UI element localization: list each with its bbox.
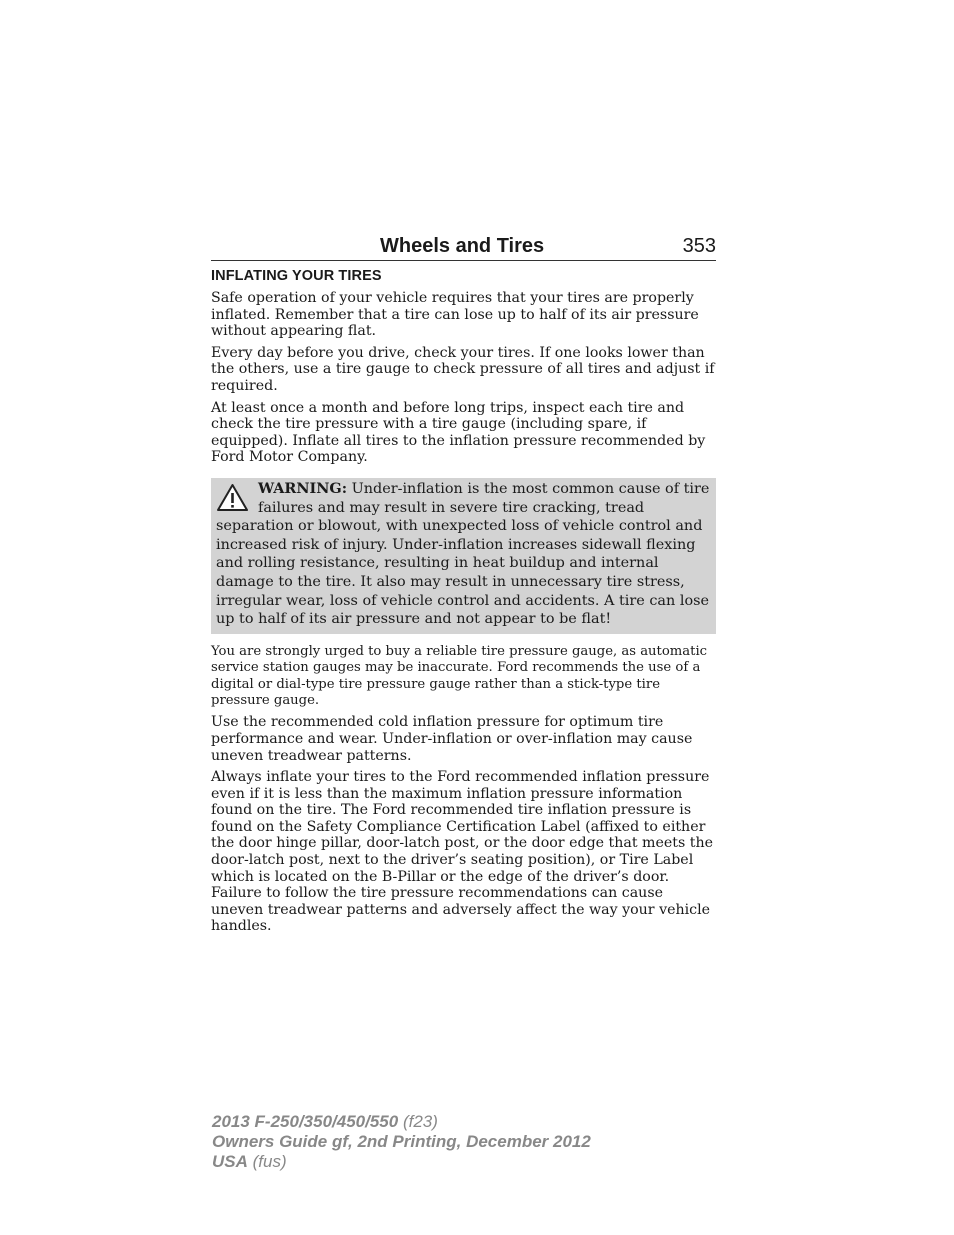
footer-region-line <box>212 1152 591 1172</box>
paragraph-daily-check: Every day before you drive, check your tires. If one looks lower than the others, use a tire gauge to check pressure of all tires and adjust if required. <box>211 344 715 394</box>
footer-guide-line <box>212 1132 591 1152</box>
footer-region: USA <box>212 1152 248 1171</box>
paragraph-recommended-pressure: Always inflate your tires to the Ford recommended inflation pressure even if it is less than the maximum inflation pressure information found on the tire. The Ford recommended tire inflation pressure is found on the Safety Compliance Certification Label (affixed to either the door hinge pillar, door-latch post, or the door edge that meets the door-latch post, next to the driver’s seating position), or Tire Label which is located on the B-Pillar or the edge of the driver’s door. Failure to follow the tire pressure recommendations can cause uneven treadwear patterns and adversely affect the way your vehicle handles. <box>211 769 714 935</box>
paragraph-monthly-check: At least once a month and before long trips, inspect each tire and check the tire pressure with a tire gauge (including spare, if equipped). Inflate all tires to the inflation pressure recommended by Ford Motor Company. <box>211 399 706 466</box>
page-header <box>211 226 716 261</box>
gauge-note: You are strongly urged to buy a reliable tire pressure gauge, as automatic service station gauges may be inaccurate. Ford recommends the use of a digital or dial-type tire pressure gauge rather than a stick-type tire pressure gauge. <box>211 643 708 708</box>
footer-guide: Owners Guide gf, 2nd Printing, December 2012 <box>212 1132 591 1151</box>
footer-model-line <box>212 1112 591 1132</box>
page-number: 353 <box>682 235 716 257</box>
section-heading: INFLATING YOUR TIRES <box>211 268 382 284</box>
warning-label: WARNING: <box>258 479 348 497</box>
paragraph-cold-inflation: Use the recommended cold inflation pressure for optimum tire performance and wear. Under-inflation or over-inflation may cause uneven treadwear patterns. <box>211 714 693 764</box>
manual-page <box>211 226 716 940</box>
warning-triangle-icon <box>216 483 249 513</box>
footer-region-code: (fus) <box>252 1152 287 1171</box>
chapter-title: Wheels and Tires <box>380 235 545 257</box>
paragraph-safe-operation: Safe operation of your vehicle requires that your tires are properly inflated. Remember that a tire can lose up to half of its air pressure without appearing flat. <box>211 290 699 340</box>
footer-model-code: (f23) <box>402 1112 438 1131</box>
page-footer <box>212 1112 591 1172</box>
warning-text: Under-inflation is the most common cause of tire failures and may result in severe tire cracking, tread separation or blowout, with unexpected loss of vehicle control and increased risk of injury. Under-inflation increases sidewall flexing and rolling resistance, resulting in heat buildup and internal damage to the tire. It also may result in unnecessary tire stress, irregular wear, loss of vehicle control and accidents. A tire can lose up to half of its air pressure and not appear to be flat! <box>216 480 710 628</box>
footer-model: 2013 F-250/350/450/550 <box>212 1112 399 1131</box>
warning-box <box>211 478 716 634</box>
